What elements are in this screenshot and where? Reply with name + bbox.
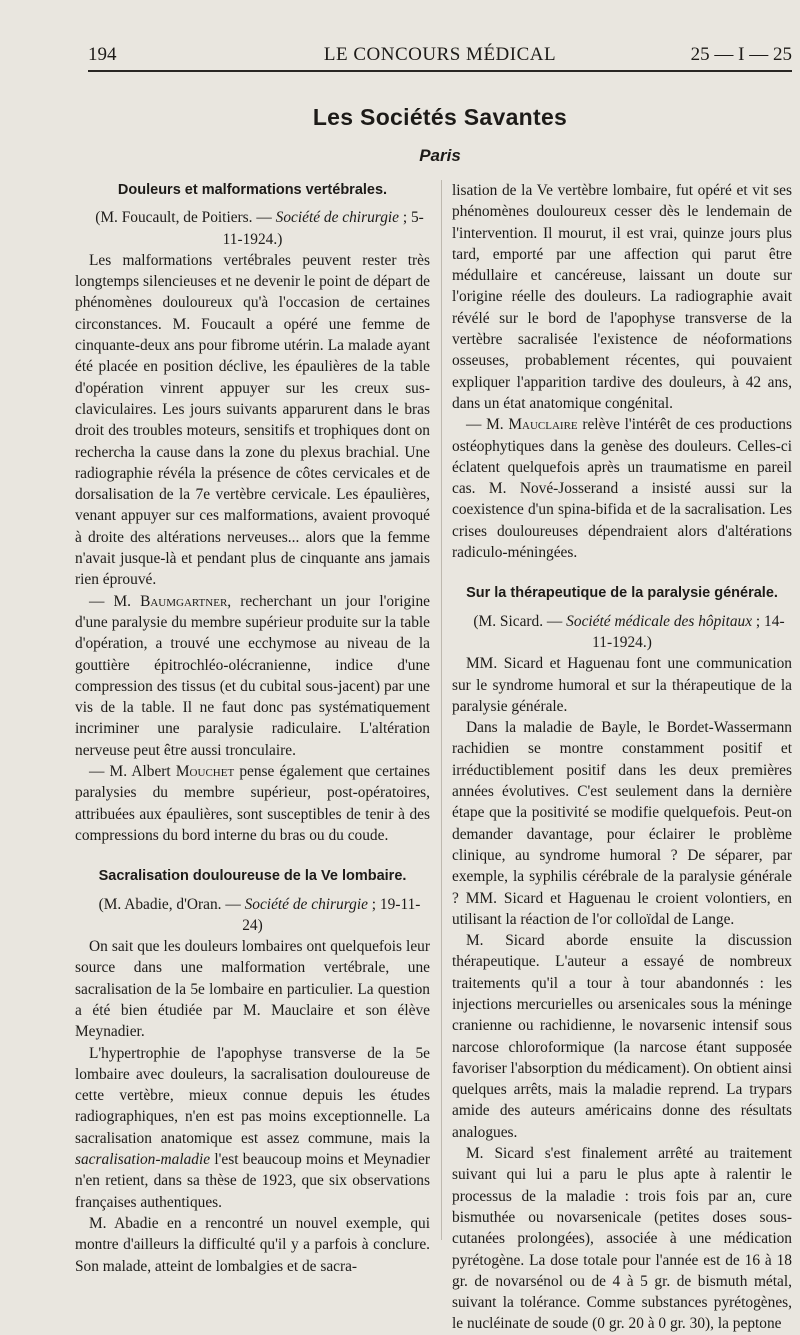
section-title: Les Sociétés Savantes bbox=[312, 104, 568, 130]
paragraph: — M. Baumgartner, recherchant un jour l'origine d'une paralysie du membre supérieur produite sur la table d'opération, a trouvé une ecchymose au niveau de la gouttière épitrochléo-olécranienne, indice d'une compression des tissus (et du cubital sous-jacent) par une vis de la table. Il ne faut donc pas systématiquement incriminer une paralysie radiculaire. L'altération nerveuse peut être aussi tronculaire. bbox=[75, 592, 430, 759]
paragraph: lisation de la Ve vertèbre lombaire, fut opéré et vit ses phénomènes douloureux cesser dès le lendemain de l'intervention. Il mourut, il est vrai, quinze jours plus tard, emporté par une affection qui parut être médullaire et cancéreuse, laissant un doute sur l'origine réelle des douleurs. La radiographie avait révélé sur le bord de l'apophyse transverse de la vertèbre sacralisée l'existence de néoformations osseuses, probablement récentes, qui pouvaient expliquer l'apparition tardive des douleurs, à 42 ans, dans un état anatomique congénital. bbox=[452, 182, 792, 412]
paragraph: MM. Sicard et Haguenau font une communication sur le syndrome humoral et sur la thérapeutique de la paralysie générale. bbox=[452, 655, 792, 715]
page-header bbox=[88, 44, 792, 72]
paragraph: L'hypertrophie de l'apophyse transverse de la 5e lombaire avec douleurs, la sacralisation douloureuse de cette vertèbre, mieux connue depuis les études radiographiques, n'en est pas moins exceptionnelle. La sacralisation anatomique est assez commune, mais la sacralisation-maladie l'est beaucoup moins et Meynadier n'en retient, dans sa thèse de 1923, que six observations françaises authentiques. bbox=[75, 1044, 430, 1211]
article-byline-vertebral: (M. Foucault, de Poitiers. — Société de chirurgie ; 5-11-1924.) bbox=[95, 209, 424, 248]
paragraph: — M. Albert Mouchet pense également que certaines paralysies du membre supérieur, post-opératoires, attribuées aux épaulières, sont susceptibles de tenir à des compressions du bord interne du bras ou du coude. bbox=[75, 763, 430, 844]
paragraph: Les malformations vertébrales peuvent rester très longtemps silencieuses et ne devenir le point de départ de phénomènes douloureux qu'à l'occasion de certaines circonstances. M. Foucault a opéré une femme de cinquante-deux ans pour fibrome utérin. La malade ayant été placée en position déclive, les épaulières de la table d'opération vinrent appuyer sur les creux sus-claviculaires. Les jours suivants apparurent dans le bras droit des troubles moteurs, sensitifs et trophiques dont on rechercha la cause dans la zone du plexus brachial. Une radiographie révéla la présence de côtes cervicales et de dorsalisation de la 7e vertèbre cervicale. Les épaulières, venant appuyer sur ces malformations, avaient provoqué à droite des altérations nerveuses... alors que la femme n'avait jusque-là et pendant plus de cinquante ans jamais rien éprouvé. bbox=[75, 251, 430, 589]
article-byline-paralysie: (M. Sicard. — Société médicale des hôpitaux ; 14-11-1924.) bbox=[473, 612, 785, 651]
paragraph: On sait que les douleurs lombaires ont quelquefois leur source dans une malformation vertébrale, une sacralisation de la 5e lombaire en particulier. La question a été bien étudiée par M. Mauclaire et son élève Meynadier. bbox=[75, 938, 430, 1041]
paragraph: M. Sicard aborde ensuite la discussion thérapeutique. L'auteur a essayé de nombreux traitements qu'il a tour à tour abandonnés : les injections mercurielles ou arsenicales sous la méninge cranienne ou rachidienne, le novarsenic intensif sous narcose chloroformique (la narcose étant supposée favoriser l'absorption du médicament). On obtient ainsi quelques arrêts, mais la maladie reprend. La trypars amide des auteurs américains donne des résultats analogues. bbox=[452, 932, 792, 1141]
paragraph: Dans la maladie de Bayle, le Bordet-Wassermann rachidien se montre constamment positif et irréductiblement positif dans les deux premières années évolutives. C'est seulement dans la dernière étape que la positivité se modifie quelquefois. Peut-on demander davantage, pour éclairer le problème clinique, au syndrome humoral ? De séparer, par exemple, la syphilis cérébrale de la paralysie générale ? MM. Sicard et Haguenau le croient volontiers, en utilisant la réaction de l'or colloïdal de Lange. bbox=[452, 719, 792, 928]
column-divider bbox=[441, 180, 442, 1240]
paragraph: — M. Mauclaire relève l'intérêt de ces productions ostéophytiques dans la genèse des douleurs. Celles-ci éclatent quelquefois après un traumatisme en pareil cas. M. Nové-Josserand a insisté aussi sur la coexistence d'un spina-bifida et de la sacralisation. Les crises douloureuses dépendraient alors d'altérations radiculo-méningées. bbox=[452, 416, 792, 562]
article-title-vertebral: Douleurs et malformations vertébrales. bbox=[117, 182, 388, 198]
article-title-paralysie: Sur la thérapeutique de la paralysie générale. bbox=[466, 585, 778, 602]
paragraph: M. Sicard s'est finalement arrêté au traitement suivant qui lui a paru le plus apte à ralentir le processus de la maladie : trois fois par an, cure bismuthée ou novarsenicale (petites doses sous-cutanées prolongées), associée à une médication pyrétogène. La dose totale pour l'année est de 16 à 18 gr. de novarsénol ou de 4 à 5 gr. de bismuth métal, suivant la tolérance. Comme substances pyrétogènes, le nucléinate de soude (0 gr. 20 à 0 gr. 30), la peptone bbox=[452, 1145, 792, 1333]
page-number: 194 bbox=[88, 44, 117, 65]
right-column bbox=[452, 180, 792, 1335]
article-byline-sacralisation: (M. Abadie, d'Oran. — Société de chirurgie ; 19-11-24) bbox=[98, 895, 421, 934]
paragraph: M. Abadie en a rencontré un nouvel exemple, qui montre d'ailleurs la difficulté qu'il y a parfois à conclure. Son malade, atteint de lombalgies et de sacra- bbox=[75, 1214, 430, 1275]
left-column bbox=[75, 180, 430, 1277]
section-city: Paris bbox=[419, 146, 461, 165]
journal-title: LE CONCOURS MÉDICAL bbox=[323, 44, 557, 65]
article-title-sacralisation: Sacralisation douloureuse de la Ve lombaire. bbox=[98, 868, 407, 885]
issue-date: 25 — I — 25 bbox=[690, 44, 792, 65]
